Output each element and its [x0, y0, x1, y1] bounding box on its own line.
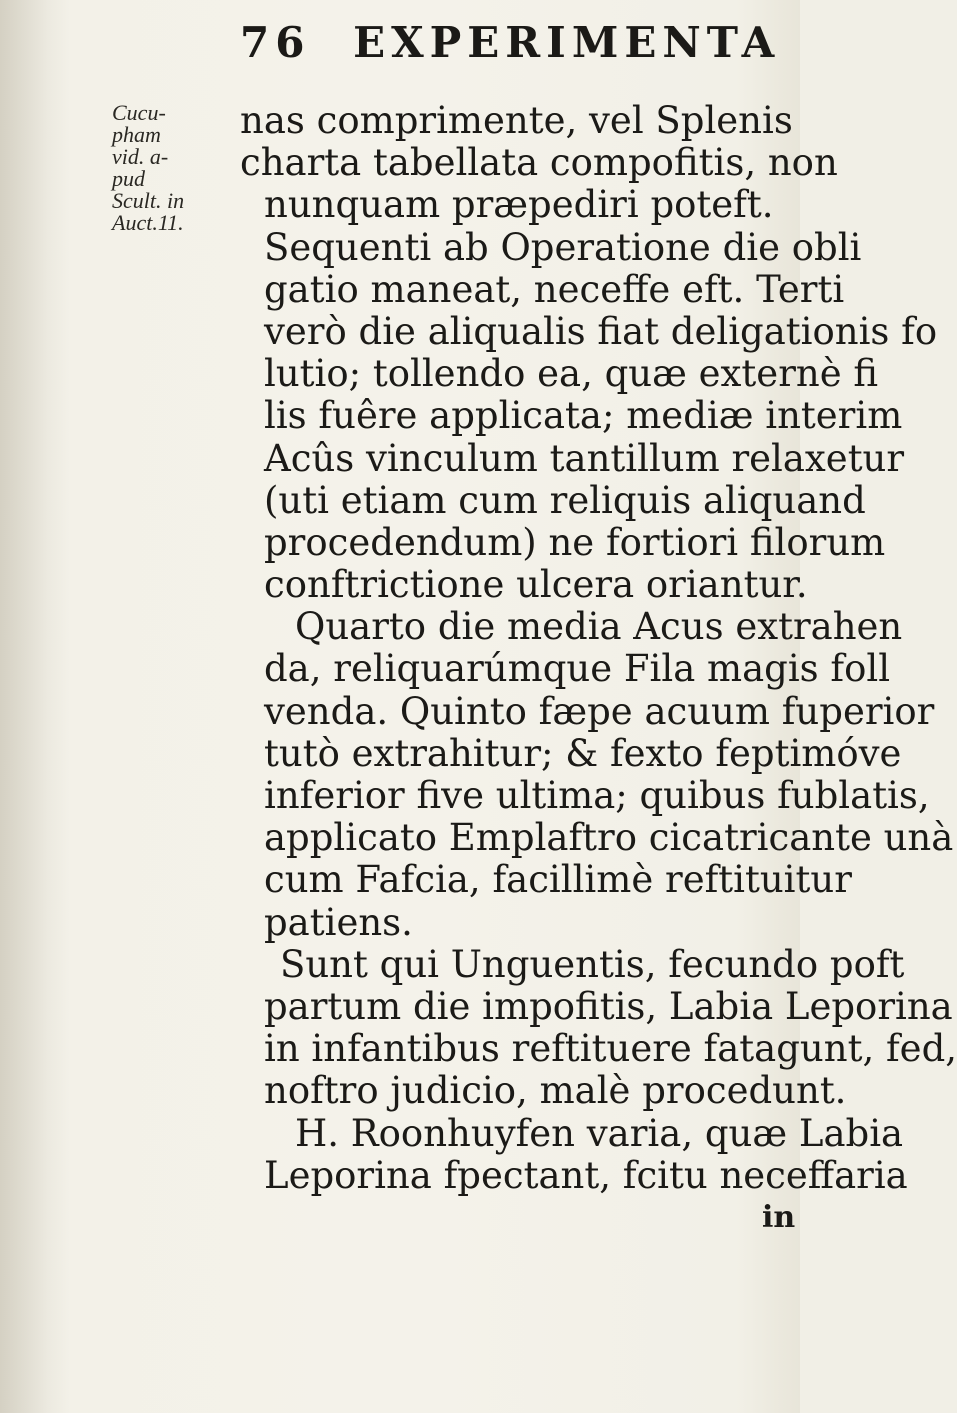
- text-line: venda. Quinto fæpe acuum fuperior: [264, 689, 935, 733]
- margin-note: Cucu-: [112, 100, 166, 125]
- text-line: Quarto die media Acus extrahen: [295, 605, 903, 649]
- text-line: H. Roonhuyfen varia, quæ Labia: [295, 1111, 904, 1155]
- page-header: [240, 18, 780, 67]
- text-line: gatio maneat, neceffe eft. Terti: [264, 267, 845, 311]
- text-line: lis fuêre applicata; mediæ interim: [264, 394, 903, 438]
- page-number: 76: [240, 18, 311, 67]
- margin-notes: [112, 102, 232, 234]
- text-line: inferior five ultima; quibus fublatis,: [264, 774, 930, 817]
- text-line: Leporina fpectant, fcitu neceffaria: [264, 1153, 908, 1197]
- text-line: cum Fafcia, facillimè reftituitur: [264, 858, 852, 902]
- text-line: lutio; tollendo ea, quæ externè fi: [264, 352, 879, 396]
- text-line: procedendum) ne fortiori filorum: [264, 520, 886, 564]
- text-line: patiens.: [264, 900, 413, 944]
- text-line: Sequenti ab Operatione die obli: [264, 225, 862, 269]
- text-line: partum die impofitis, Labia Leporina: [264, 984, 953, 1028]
- running-title: EXPERIMENTA: [353, 18, 781, 67]
- text-line: noftro judicio, malè procedunt.: [264, 1069, 847, 1113]
- text-line: nas comprimente, vel Splenis: [240, 99, 793, 142]
- text-line: in infantibus reftituere fatagunt, fed,: [264, 1027, 957, 1071]
- text-line: Acûs vinculum tantillum relaxetur: [264, 436, 905, 480]
- text-line: (uti etiam cum reliquis aliquand: [264, 478, 866, 522]
- text-line: applicato Emplaftro cicatricante unà: [264, 816, 954, 860]
- margin-note: Auct.11.: [112, 210, 184, 235]
- margin-note: vid. a-: [112, 144, 169, 169]
- margin-note: Scult. in: [112, 188, 185, 213]
- text-line: conftrictione ulcera oriantur.: [264, 563, 808, 607]
- margin-note: pud: [112, 166, 145, 191]
- text-line: Sunt qui Unguentis, fecundo poft: [280, 942, 905, 986]
- text-line: tutò extrahitur; & fexto feptimóve: [264, 731, 902, 775]
- margin-note: pham: [112, 122, 161, 147]
- text-line: charta tabellata compofitis, non: [240, 141, 838, 185]
- text-line: verò die aliqualis fiat deligationis fo: [264, 309, 938, 353]
- gutter-shadow: [0, 0, 70, 1413]
- body-text: [240, 99, 957, 1197]
- text-line: nunquam præpediri poteft.: [264, 183, 774, 227]
- catchword: in: [762, 1200, 796, 1235]
- text-line: da, reliquarúmque Fila magis foll: [264, 647, 891, 691]
